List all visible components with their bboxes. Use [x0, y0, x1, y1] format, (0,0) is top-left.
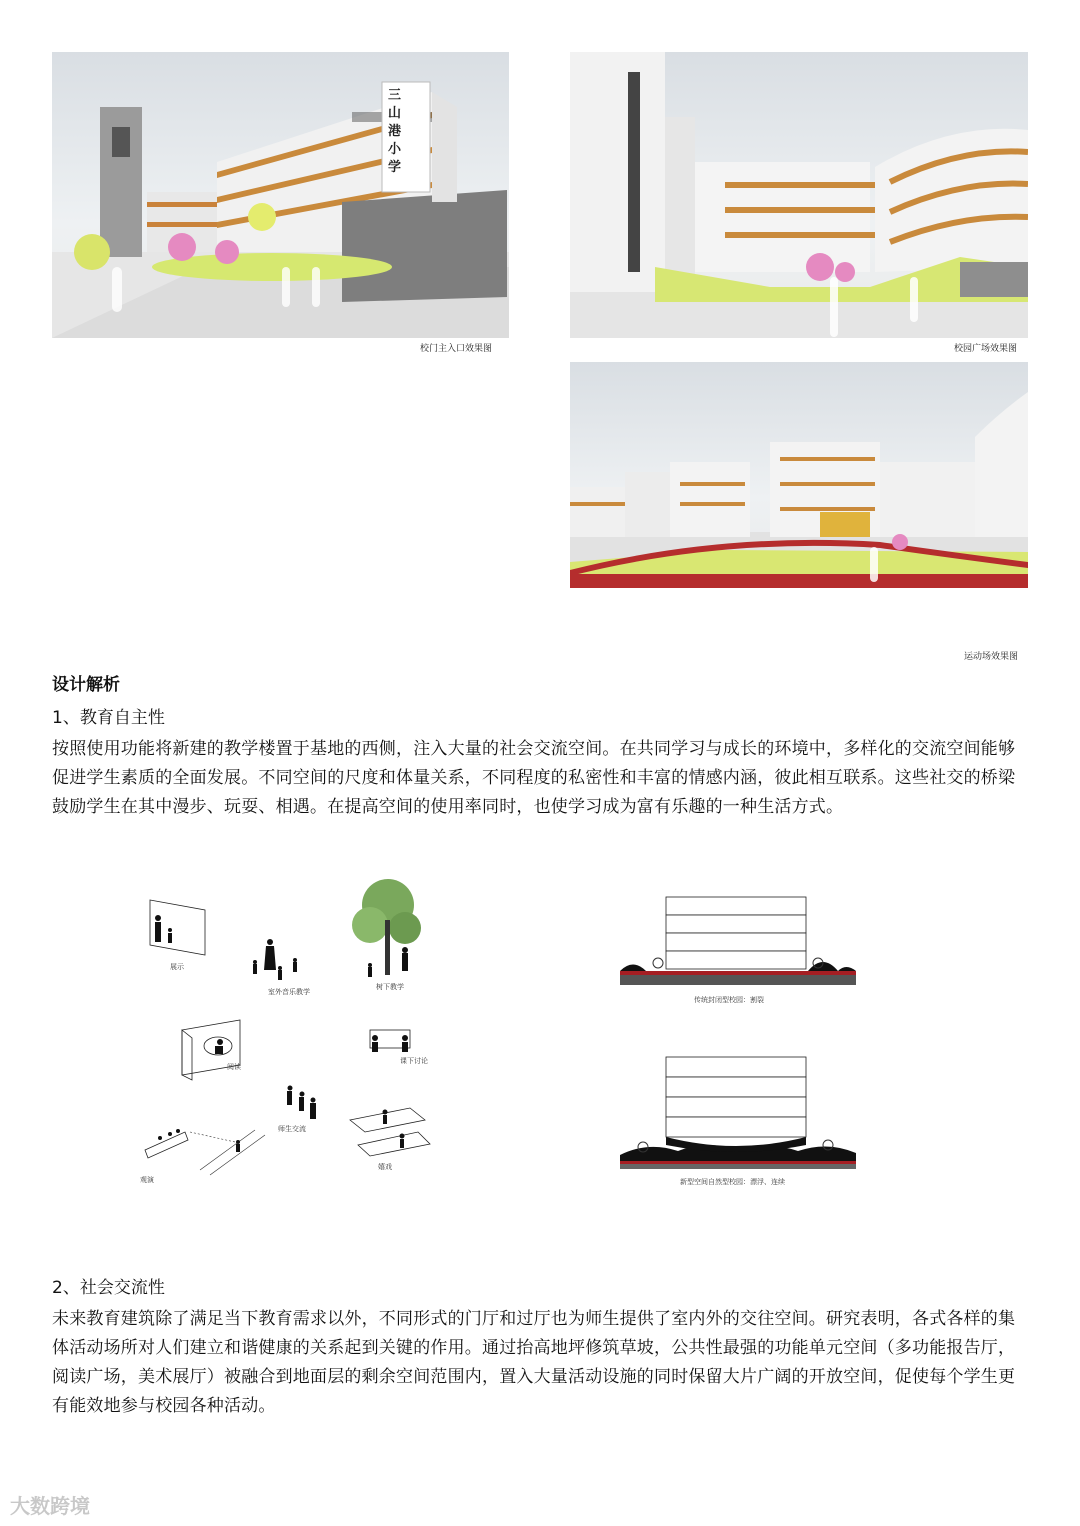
plaza-rendering: [570, 52, 1028, 338]
plaza-caption: 校园广场效果图: [954, 344, 1018, 354]
activity-diagram: [130, 870, 460, 1200]
building-sign: 三山港小学: [388, 88, 402, 175]
activity-label-music: 室外音乐教学: [268, 988, 310, 996]
traditional-section-label: 传统封闭型校园：割裂: [694, 996, 764, 1004]
entrance-rendering: [52, 52, 509, 338]
part2-title: 2、社会交流性: [52, 1278, 165, 1298]
activity-label-reading: 阅读: [227, 1063, 241, 1071]
sports-rendering: [570, 362, 1028, 588]
section-title: 设计解析: [52, 675, 120, 695]
entrance-caption: 校门主入口效果图: [420, 344, 493, 354]
watermark-logo: 大数跨境: [10, 1494, 90, 1518]
activity-label-performance: 观演: [140, 1176, 154, 1184]
activity-label-exchange: 师生交流: [278, 1125, 306, 1133]
new-section-diagram: [618, 1055, 858, 1185]
sports-caption: 运动场效果图: [964, 652, 1019, 662]
new-section-label: 新型空间自然型校园：漂浮、连续: [680, 1178, 785, 1186]
traditional-section-diagram: [618, 893, 858, 1003]
activity-label-discussion: 课下讨论: [400, 1057, 428, 1065]
part1-title: 1、教育自主性: [52, 708, 165, 728]
activity-label-play: 嬉戏: [378, 1163, 392, 1171]
part1-body: 按照使用功能将新建的教学楼置于基地的西侧，注入大量的社会交流空间。在共同学习与成长的环境中，多样化的交流空间能够促进学生素质的全面发展。不同空间的尺度和体量关系，不同程度的私密性和丰富的情感内涵，彼此相互联系。这些社交的桥梁鼓励学生在其中漫步、玩耍、相遇。在提高空间的使用率同时，也使学习成为富有乐趣的一种生活方式。: [52, 739, 1016, 817]
activity-label-display: 展示: [170, 963, 184, 971]
activity-label-tree-teaching: 树下教学: [376, 983, 404, 991]
part2-body: 未来教育建筑除了满足当下教育需求以外，不同形式的门厅和过厅也为师生提供了室内外的交往空间。研究表明，各式各样的集体活动场所对人们建立和谐健康的关系起到关键的作用。通过抬高地坪修筑草坡，公共性最强的功能单元空间（多功能报告厅，阅读广场，美术展厅）被融合到地面层的剩余空间范围内，置入大量活动设施的同时保留大片广阔的开放空间，促使每个学生更有能效地参与校园各种活动。: [52, 1309, 1016, 1416]
